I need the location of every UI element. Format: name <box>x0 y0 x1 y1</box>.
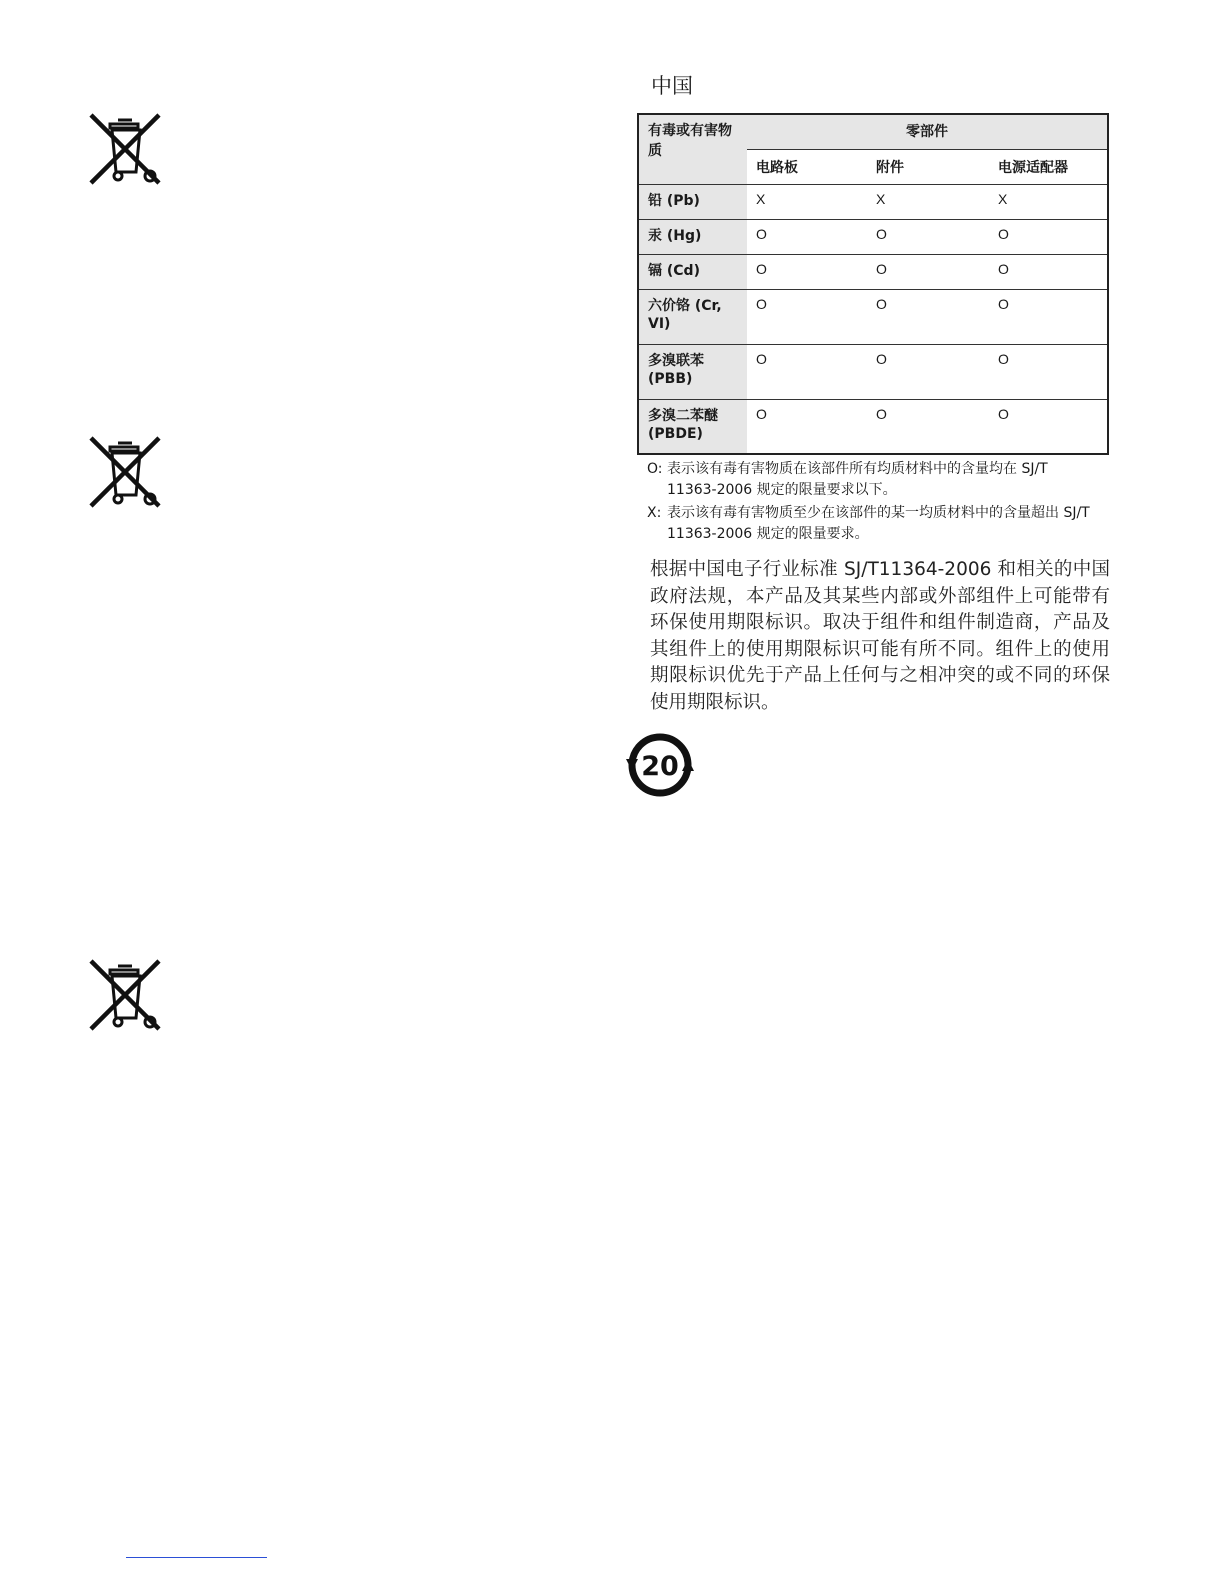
substance-name: 汞 (Hg) <box>638 219 747 254</box>
table-cell: O <box>989 289 1108 344</box>
table-cell: X <box>989 184 1108 219</box>
table-cell: O <box>747 289 867 344</box>
substance-header: 有毒或有害物质 <box>638 114 747 184</box>
table-row <box>638 289 1108 344</box>
substance-name: 多溴联苯 (PBB) <box>638 344 747 399</box>
table-cell: O <box>989 254 1108 289</box>
crossed-out-wheelie-bin-icon <box>88 112 162 186</box>
table-cell: O <box>867 219 989 254</box>
note-key: O: <box>647 461 663 477</box>
footnote-rule <box>126 1557 267 1558</box>
table-row <box>638 184 1108 219</box>
column-header-circuit-board: 电路板 <box>747 149 867 184</box>
substance-name: 镉 (Cd) <box>638 254 747 289</box>
regulation-paragraph: 根据中国电子行业标准 SJ/T11364-2006 和相关的中国政府法规，本产品及其某些内部或外部组件上可能带有环保使用期限标识。取决于组件和组件制造商，产品及其组件上的使用期限标识可能有所不同。组件上的使用期限标识优先于产品上任何与之相冲突的或不同的环保使用期限标识。 <box>650 559 1110 713</box>
table-cell: O <box>747 344 867 399</box>
table-row <box>638 219 1108 254</box>
parts-header: 零部件 <box>747 114 1108 149</box>
note-x <box>647 503 1097 545</box>
note-text: 表示该有毒有害物质在该部件所有均质材料中的含量均在 SJ/T 11363-2006 规定的限量要求以下。 <box>667 461 1048 498</box>
section-title: 中国 <box>651 74 693 98</box>
table-cell: X <box>867 184 989 219</box>
table-cell: O <box>876 405 887 422</box>
table-row <box>638 399 1108 454</box>
table-row <box>638 254 1108 289</box>
note-text: 表示该有毒有害物质至少在该部件的某一均质材料中的含量超出 SJ/T 11363-2006 规定的限量要求。 <box>667 505 1090 542</box>
hazardous-substances-table <box>637 113 1109 455</box>
column-header-accessories: 附件 <box>867 149 989 184</box>
table-cell: O <box>867 254 989 289</box>
table-cell: O <box>867 289 989 344</box>
table-notes <box>647 459 1097 547</box>
environment-friendly-use-period-icon <box>624 733 696 797</box>
table-cell: O <box>747 219 867 254</box>
table-cell: O <box>998 405 1009 422</box>
note-key: X: <box>647 505 662 521</box>
table-cell: O <box>989 219 1108 254</box>
table-cell: O <box>867 344 989 399</box>
table-cell: X <box>747 184 867 219</box>
efup-number: 20 <box>641 751 679 782</box>
table-cell: O <box>756 405 767 422</box>
crossed-out-wheelie-bin-icon <box>88 435 162 509</box>
substance-name: 铅 (Pb) <box>638 184 747 219</box>
table-row <box>638 344 1108 399</box>
column-header-power-adapter: 电源适配器 <box>989 149 1108 184</box>
crossed-out-wheelie-bin-icon <box>88 958 162 1032</box>
substance-name: 六价铬 (Cr, VI) <box>638 289 747 344</box>
substance-name: 多溴二苯醚 (PBDE) <box>638 399 747 454</box>
table-cell: O <box>747 254 867 289</box>
note-o <box>647 459 1097 501</box>
table-cell: O <box>989 344 1108 399</box>
